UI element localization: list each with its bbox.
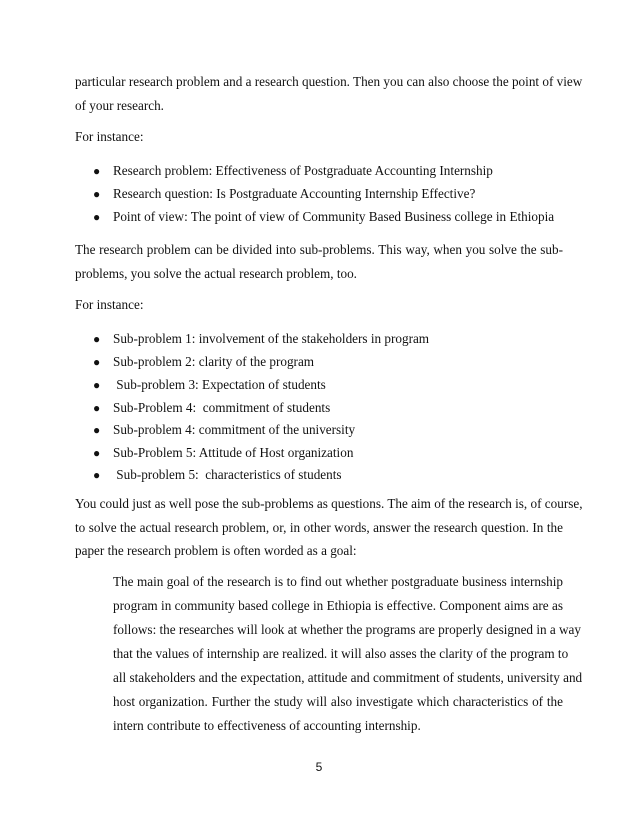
bullet-icon: ● bbox=[93, 401, 101, 415]
bullet-icon: ● bbox=[93, 468, 101, 482]
quote-line-2: program in community based college in Ethiopia is effective. Component aims are as bbox=[113, 598, 563, 613]
bullet-text: Research question: Is Postgraduate Accounting Internship Effective? bbox=[113, 186, 476, 201]
bullet-text: Research problem: Effectiveness of Postgraduate Accounting Internship bbox=[113, 163, 493, 178]
bullet-icon: ● bbox=[93, 164, 101, 178]
bullet-text: Sub-problem 5: characteristics of students bbox=[113, 467, 342, 482]
page-number: 5 bbox=[315, 760, 323, 774]
bullet-icon: ● bbox=[93, 332, 101, 346]
bullet-icon: ● bbox=[93, 423, 101, 437]
bullet-icon: ● bbox=[93, 187, 101, 201]
quote-line-1: The main goal of the research is to find out whether postgraduate business internship bbox=[113, 574, 563, 589]
quote-line-5: all stakeholders and the expectation, attitude and commitment of students, university and bbox=[113, 670, 583, 685]
paragraph-2-line-1: The research problem can be divided into sub-problems. This way, when you solve the sub- bbox=[75, 242, 563, 257]
quote-line-6: host organization. Further the study will also investigate which characteristics of the bbox=[113, 694, 563, 709]
bullet-icon: ● bbox=[93, 446, 101, 460]
paragraph-3-line-2: to solve the actual research problem, or, in other words, answer the research question. In the bbox=[75, 520, 563, 535]
bullet-text: Sub-problem 1: involvement of the stakeholders in program bbox=[113, 331, 430, 346]
paragraph-3-line-1: You could just as well pose the sub-problems as questions. The aim of the research is, of course, bbox=[75, 496, 583, 511]
for-instance-label-1: For instance: bbox=[75, 129, 144, 144]
paragraph-3-line-3: paper the research problem is often worded as a goal: bbox=[75, 543, 357, 558]
quote-line-4: that the values of internship are realized. it will also asses the clarity of the program to bbox=[113, 646, 569, 661]
bullet-icon: ● bbox=[93, 210, 101, 224]
bullet-text: Sub-Problem 5: Attitude of Host organization bbox=[113, 445, 354, 460]
paragraph-1-line-2: of your research. bbox=[75, 98, 164, 113]
bullet-icon: ● bbox=[93, 355, 101, 369]
bullet-text: Sub-Problem 4: commitment of students bbox=[113, 400, 331, 415]
bullet-text: Sub-problem 4: commitment of the university bbox=[113, 422, 356, 437]
paragraph-1-line-1: particular research problem and a research question. Then you can also choose the point of view bbox=[75, 74, 583, 89]
quote-line-7: intern contribute to effectiveness of accounting internship. bbox=[113, 718, 421, 733]
bullet-text: Sub-problem 2: clarity of the program bbox=[113, 354, 315, 369]
quote-line-3: follows: the researches will look at whether the programs are properly designed in a way bbox=[113, 622, 582, 637]
paragraph-2-line-2: problems, you solve the actual research problem, too. bbox=[75, 266, 357, 281]
bullet-text: Point of view: The point of view of Community Based Business college in Ethiopia bbox=[113, 209, 555, 224]
bullet-text: Sub-problem 3: Expectation of students bbox=[113, 377, 326, 392]
for-instance-label-2: For instance: bbox=[75, 297, 144, 312]
bullet-icon: ● bbox=[93, 378, 101, 392]
